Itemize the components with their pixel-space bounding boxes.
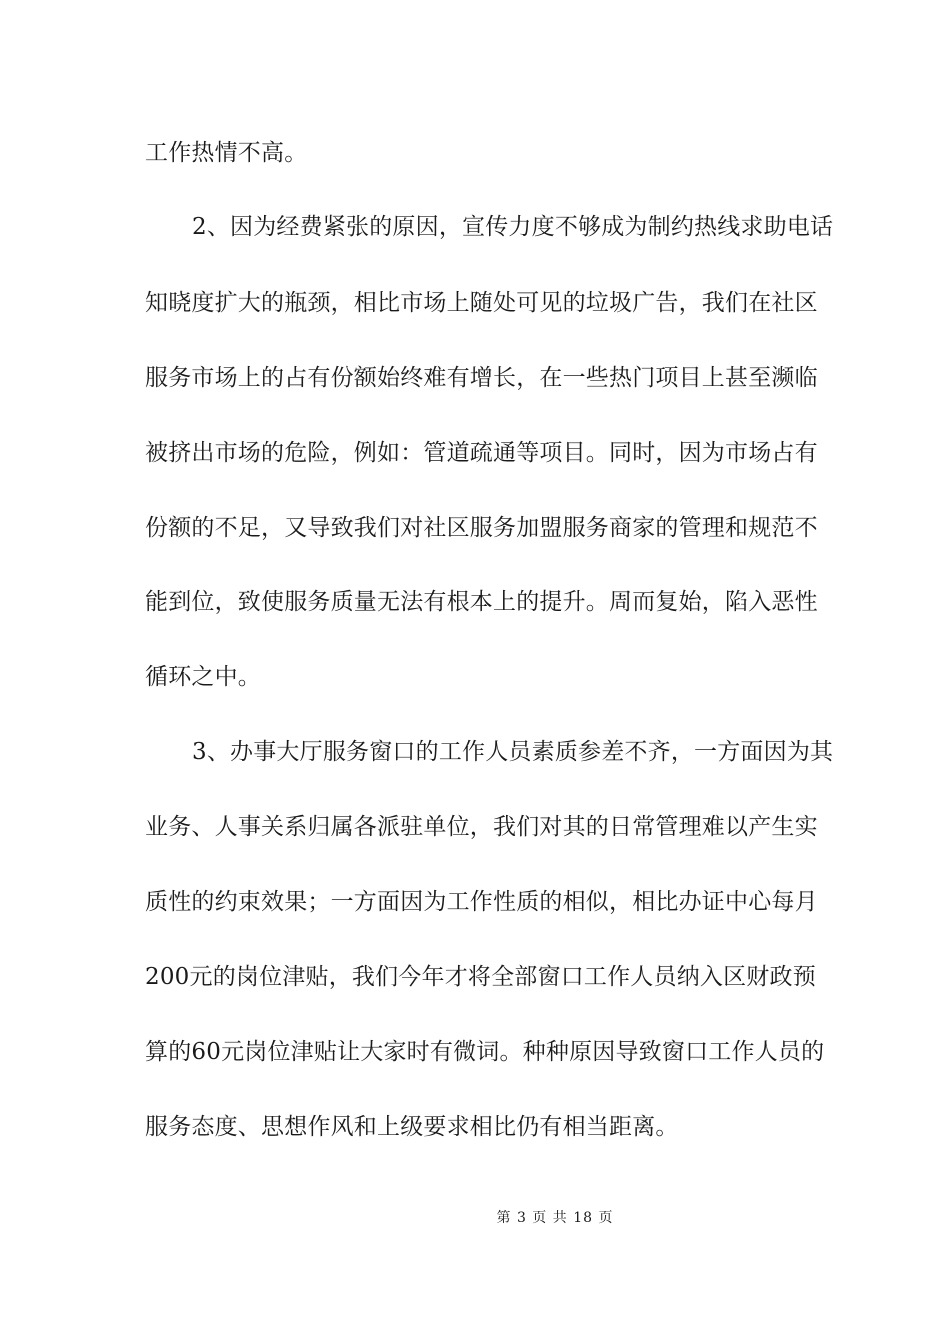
text-line: 知晓度扩大的瓶颈，相比市场上随处可见的垃圾广告，我们在社区 — [145, 290, 818, 316]
text-line: 算的60元岗位津贴让大家时有微词。种种原因导致窗口工作人员的 — [145, 1039, 825, 1065]
text-line: 工作热情不高。 — [145, 140, 308, 166]
text-line: 份额的不足，又导致我们对社区服务加盟服务商家的管理和规范不 — [145, 515, 818, 541]
text-line: 质性的约束效果；一方面因为工作性质的相似，相比办证中心每月 — [145, 889, 818, 915]
text-line: 业务、人事关系归属各派驻单位，我们对其的日常管理难以产生实 — [145, 814, 818, 840]
text-line: 服务市场上的占有份额始终难有增长，在一些热门项目上甚至濒临 — [145, 365, 818, 391]
text-line: 循环之中。 — [145, 664, 261, 690]
text-line: 2、因为经费紧张的原因，宣传力度不够成为制约热线求助电话 — [192, 214, 834, 240]
text-line: 被挤出市场的危险，例如：管道疏通等项目。同时，因为市场占有 — [145, 440, 818, 466]
text-line: 服务态度、思想作风和上级要求相比仍有相当距离。 — [145, 1114, 679, 1140]
text-line: 3、办事大厅服务窗口的工作人员素质参差不齐，一方面因为其 — [192, 739, 834, 765]
text-line: 能到位，致使服务质量无法有根本上的提升。周而复始，陷入恶性 — [145, 589, 818, 615]
page-number: 第 3 页 共 18 页 — [496, 1210, 614, 1226]
text-line: 200元的岗位津贴，我们今年才将全部窗口工作人员纳入区财政预 — [145, 964, 816, 990]
